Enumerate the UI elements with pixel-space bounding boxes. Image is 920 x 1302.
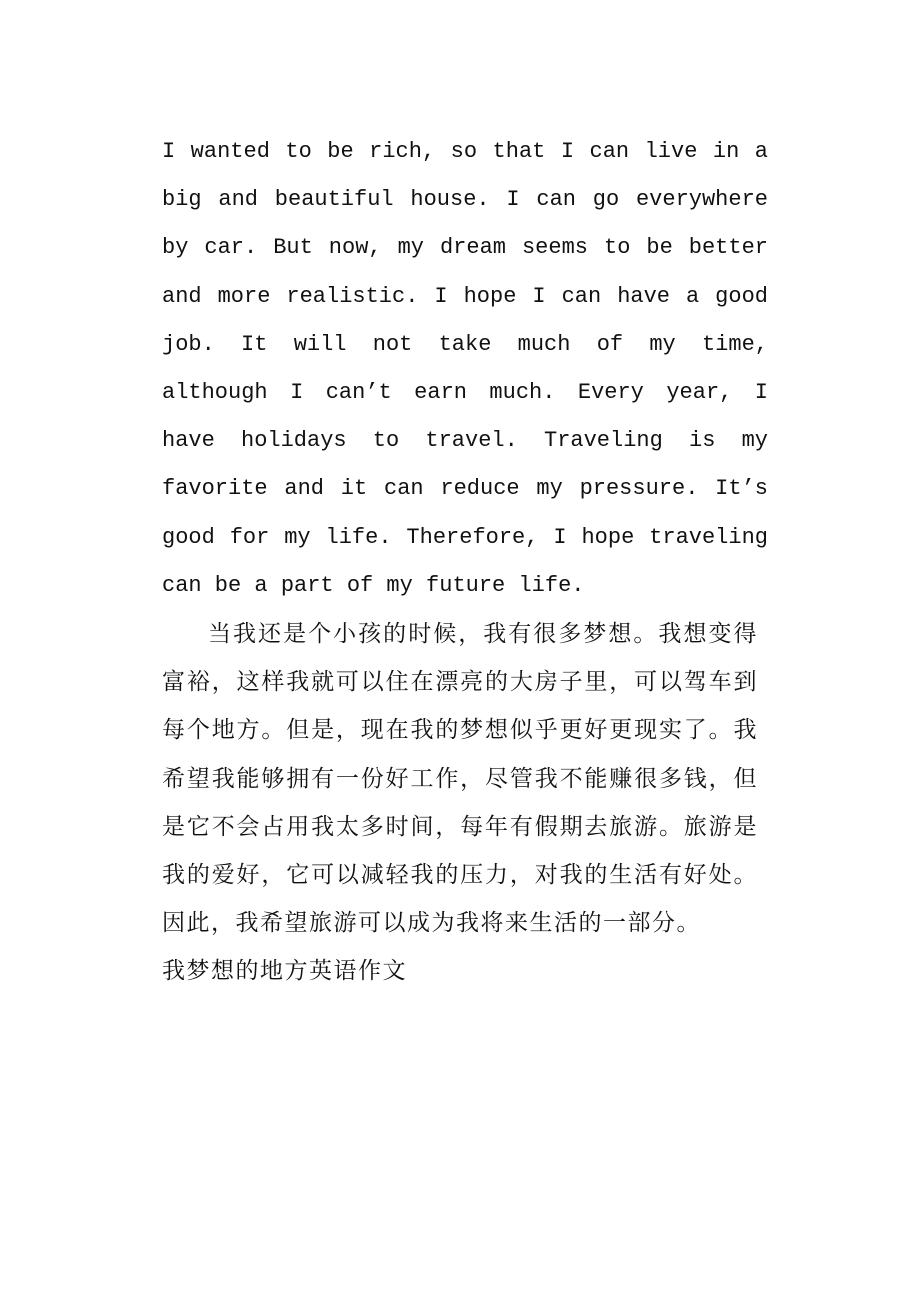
english-paragraph: I wanted to be rich, so that I can live in a big and beautiful house. I can go everywhere by car. But now, my dream seems to be better and more realistic. I hope I can have a good job. It will not take much of my time, although I can’t earn much. Every year, I have holidays to travel. Traveling is my favorite and it can reduce my pressure. It’s good for my life. Therefore, I hope traveling can be a part of my future life.	[162, 139, 768, 598]
document-body	[162, 128, 768, 996]
chinese-paragraph: 当我还是个小孩的时候，我有很多梦想。我想变得富裕，这样我就可以住在漂亮的大房子里，可以驾车到每个地方。但是，现在我的梦想似乎更好更现实了。我希望我能够拥有一份好工作，尽管我不能赚很多钱，但是它不会占用我太多时间，每年有假期去旅游。旅游是我的爱好，它可以减轻我的压力，对我的生活有好处。因此，我希望旅游可以成为我将来生活的一部分。	[162, 621, 758, 937]
next-essay-title: 我梦想的地方英语作文	[162, 958, 407, 985]
